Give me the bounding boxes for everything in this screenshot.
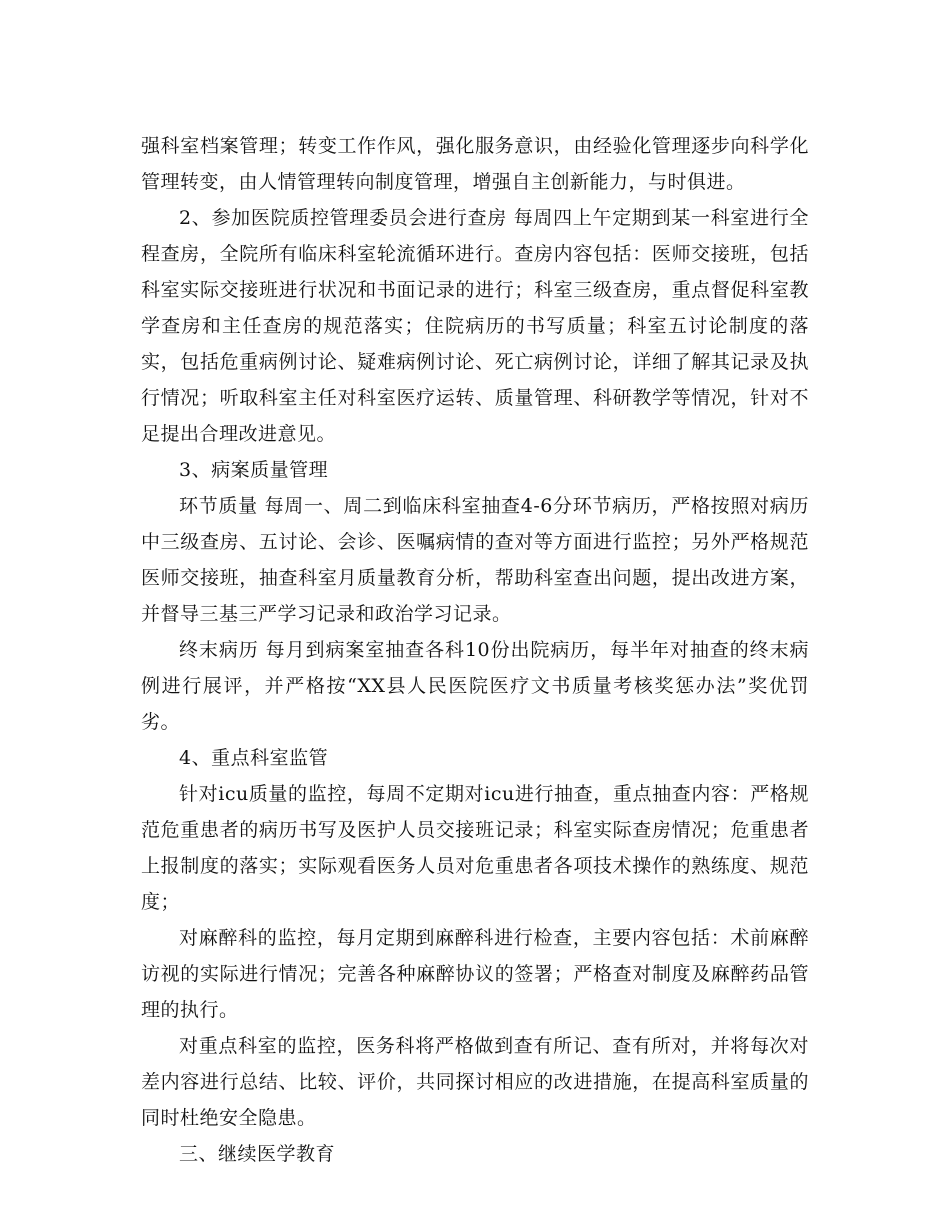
paragraph-icu-monitoring: 针对icu质量的监控，每周不定期对icu进行抽查，重点抽查内容：严格规范危重患者的病历书写及医护人员交接班记录；科室实际查房情况；危重患者上报制度的落实；实际观看医务人员对危重患者各项技术操作的熟练度、规范度； (141, 783, 809, 913)
paragraph-archive-management: 强科室档案管理；转变工作作风，强化服务意识，由经验化管理逐步向科学化管理转变，由人情管理转向制度管理，增强自主创新能力，与时俱进。 (141, 135, 809, 193)
heading-key-departments: 4、重点科室监管 (179, 747, 329, 769)
paragraph-process-quality: 环节质量 每周一、周二到临床科室抽查4-6分环节病历，严格按照对病历中三级查房、五讨论、会诊、医嘱病情的查对等方面进行监控；另外严格规范医师交接班，抽查科室月质量教育分析，帮助科室查出问题，提出改进方案，并督导三基三严学习记录和政治学习记录。 (141, 495, 809, 625)
paragraph-ward-rounds: 2、参加医院质控管理委员会进行查房 每周四上午定期到某一科室进行全程查房，全院所有临床科室轮流循环进行。查房内容包括：医师交接班，包括科室实际交接班进行状况和书面记录的进行；科室三级查房，重点督促科室教学查房和主任查房的规范落实；住院病历的书写质量；科室五讨论制度的落实，包括危重病例讨论、疑难病例讨论、死亡病例讨论，详细了解其记录及执行情况；听取科室主任对科室医疗运转、质量管理、科研教学等情况，针对不足提出合理改进意见。 (141, 207, 809, 445)
heading-continuing-education: 三、继续医学教育 (179, 1143, 336, 1165)
paragraph-anesthesia-monitoring: 对麻醉科的监控，每月定期到麻醉科进行检查，主要内容包括：术前麻醉访视的实际进行情况；完善各种麻醉协议的签署；严格查对制度及麻醉药品管理的执行。 (141, 927, 809, 1021)
paragraph-key-department-summary: 对重点科室的监控，医务科将严格做到查有所记、查有所对，并将每次对差内容进行总结、比较、评价，共同探讨相应的改进措施，在提高科室质量的同时杜绝安全隐患。 (141, 1035, 809, 1129)
heading-medical-record-quality: 3、病案质量管理 (179, 459, 329, 481)
document-body (141, 128, 809, 1172)
paragraph-final-records: 终末病历 每月到病案室抽查各科10份出院病历，每半年对抽查的终末病例进行展评，并严格按“XX县人民医院医疗文书质量考核奖惩办法”奖优罚劣。 (141, 639, 809, 733)
